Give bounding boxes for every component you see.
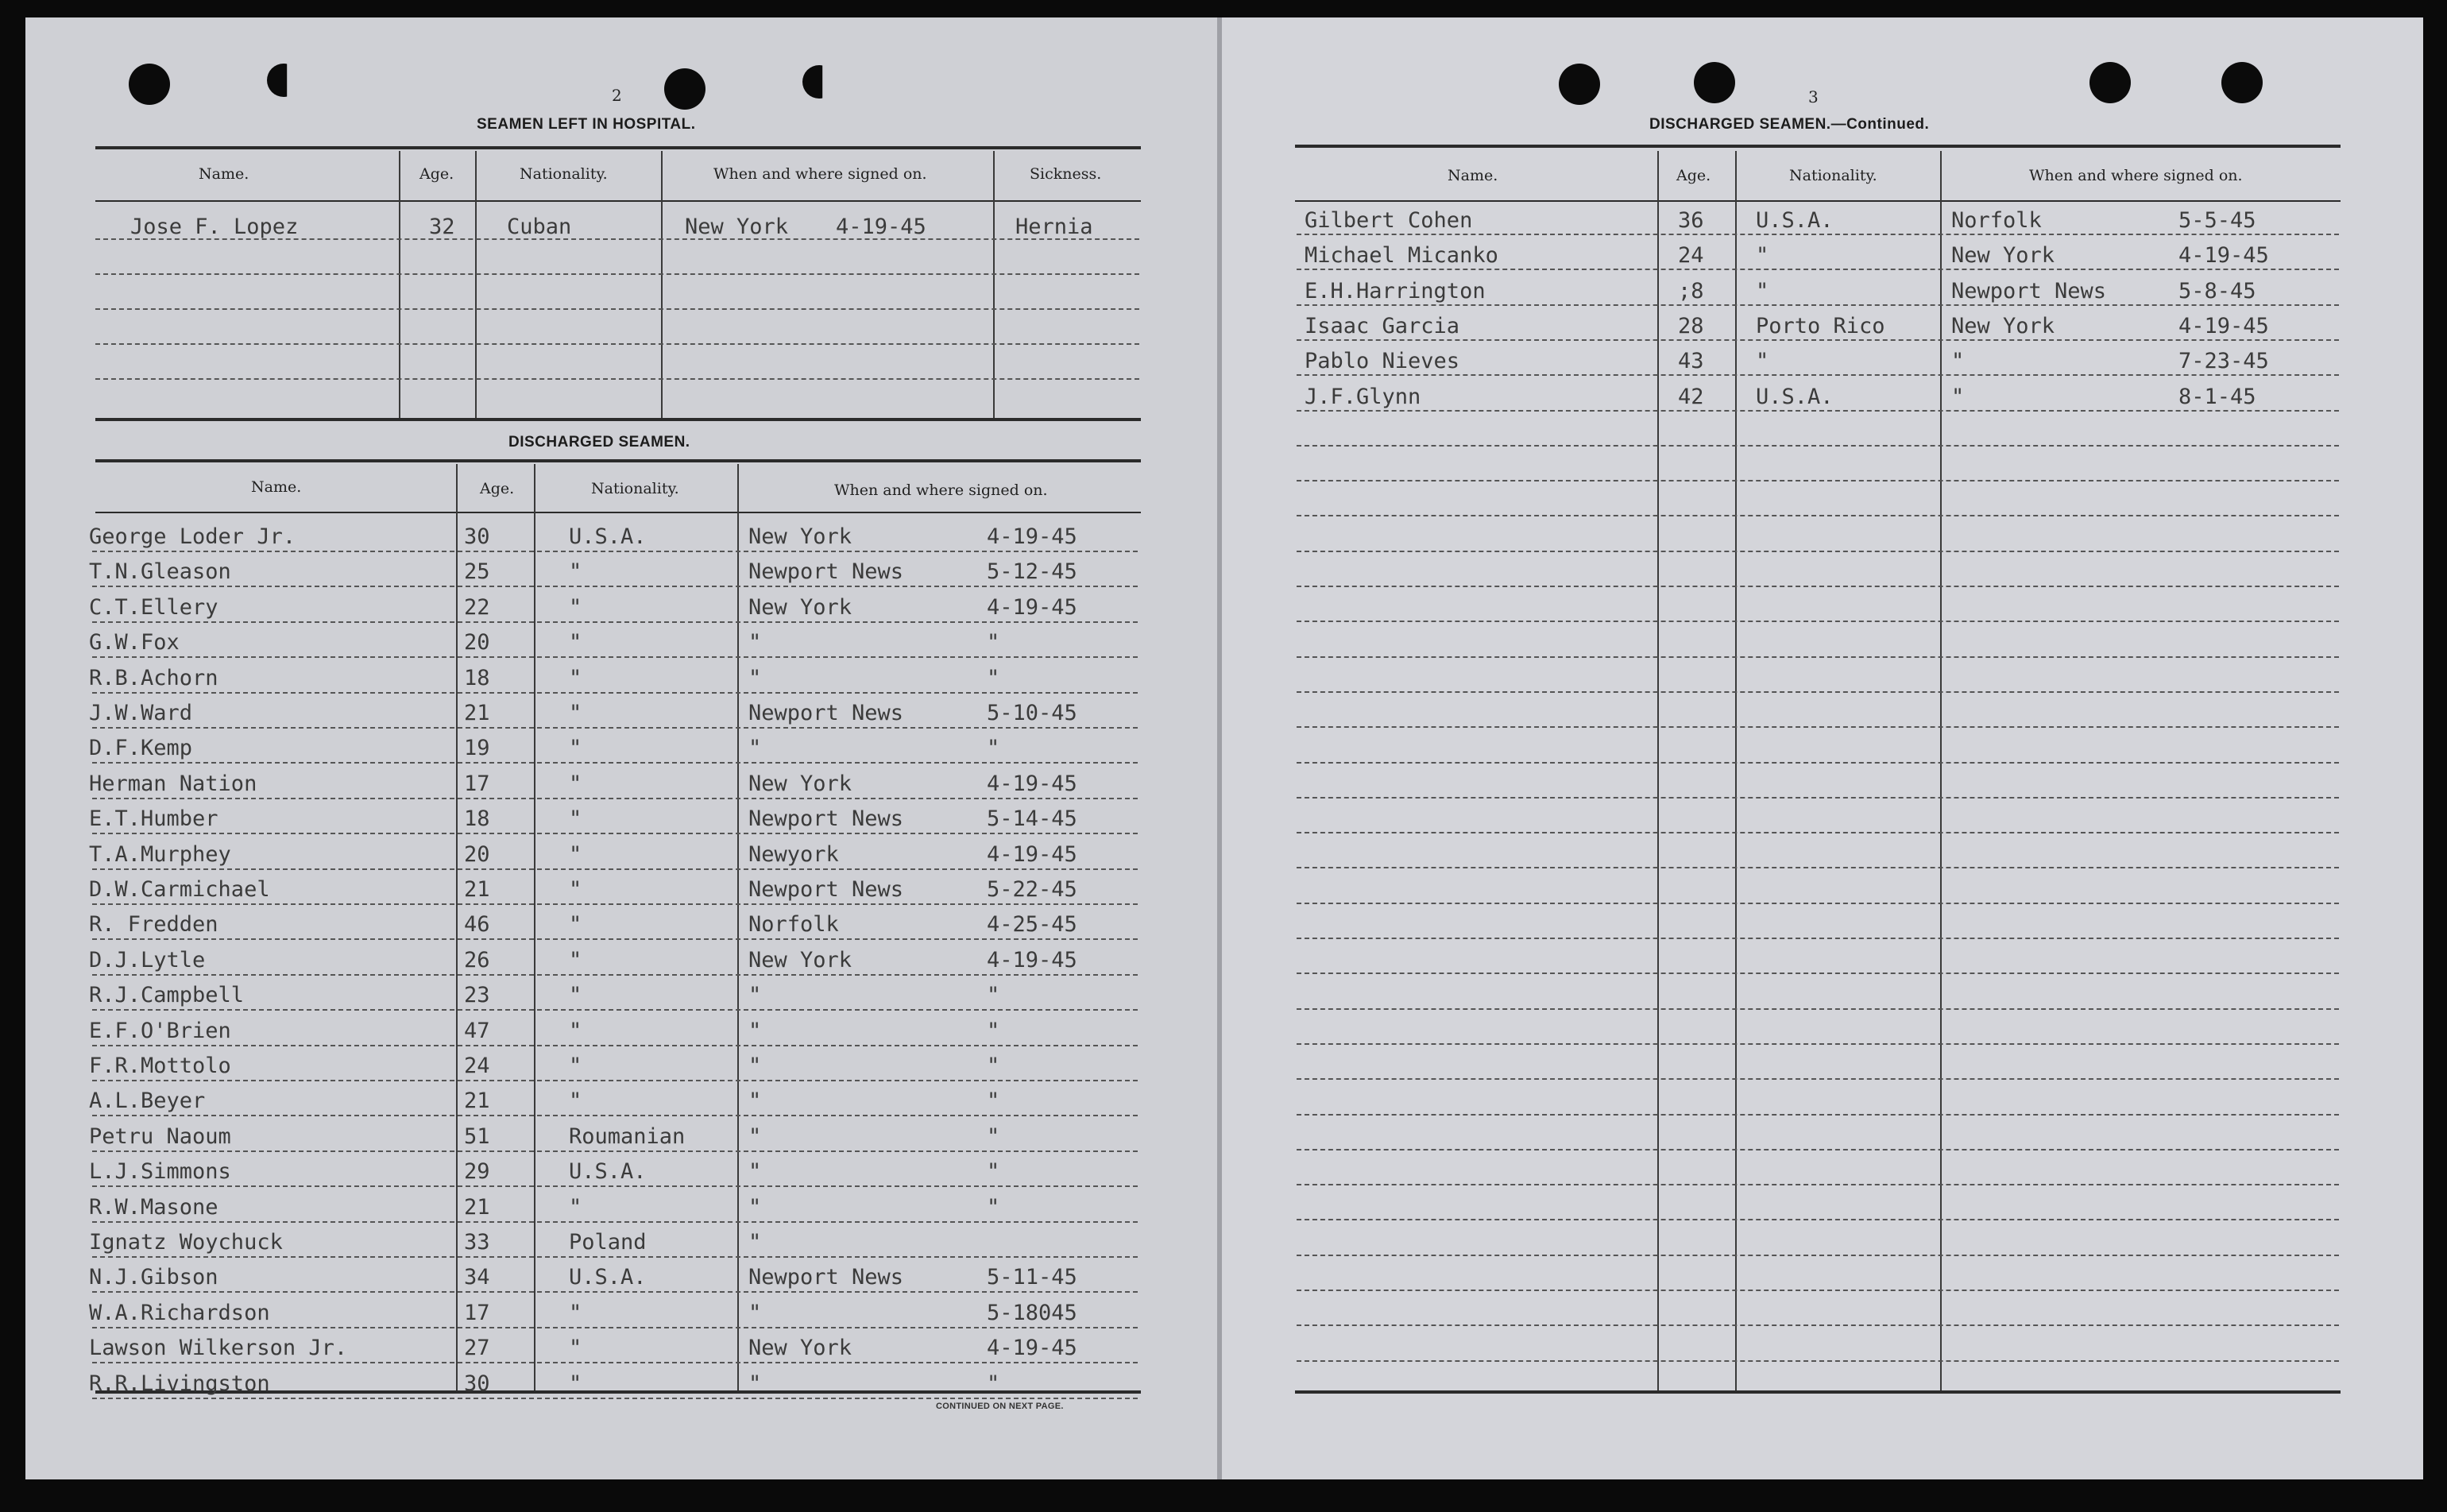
discharged-header-nationality: Nationality. [591, 480, 679, 497]
discharged-cell-name: Lawson Wilkerson Jr. [89, 1336, 348, 1360]
continued-row-line [1297, 832, 2339, 833]
discharged-cell-date: 5-22-45 [987, 877, 1077, 902]
right-header-name: Name. [1448, 167, 1498, 184]
hospital-table-bottom-rule [95, 418, 1141, 421]
hospital-cell-age: 32 [429, 215, 455, 239]
discharged-cell-date: 4-19-45 [987, 842, 1077, 867]
discharged-cell-age: 27 [464, 1336, 490, 1360]
discharged-cell-nationality: " [569, 1089, 582, 1113]
discharged-cell-age: 21 [464, 877, 490, 902]
discharged-row-line [92, 762, 1138, 764]
discharged-cell-nationality: " [569, 736, 582, 760]
discharged-cell-name: L.J.Simmons [89, 1159, 231, 1184]
discharged-cell-age: 18 [464, 806, 490, 831]
continued-cell-date: 5-8-45 [2178, 279, 2256, 304]
discharged-cell-nationality: " [569, 666, 582, 690]
discharged-cell-place: " [748, 1054, 762, 1078]
discharged-cell-nationality: U.S.A. [569, 1159, 647, 1184]
discharged-cell-nationality: Roumanian [569, 1124, 686, 1149]
discharged-cell-place: " [748, 1195, 762, 1220]
discharged-cell-place: Newport News [748, 701, 904, 725]
discharged-cell-date: 5-11-45 [987, 1265, 1077, 1290]
punch-hole [664, 68, 705, 110]
hospital-header-age: Age. [419, 165, 454, 183]
discharged-cell-age: 33 [464, 1230, 490, 1255]
right-header-signed-on: When and where signed on. [2029, 167, 2243, 184]
discharged-cell-place: " [748, 983, 762, 1007]
discharged-cell-date: " [987, 1019, 1000, 1043]
continued-row-line [1297, 797, 2339, 799]
discharged-row-line [92, 1398, 1138, 1399]
discharged-cell-place: " [748, 1089, 762, 1113]
discharged-row-line [92, 1327, 1138, 1328]
discharged-cell-nationality: " [569, 842, 582, 867]
continued-row-line [1297, 1324, 2339, 1326]
continued-row-line [1297, 234, 2339, 235]
right-col-divider [1657, 151, 1659, 1390]
discharged-cell-date: " [987, 630, 1000, 655]
discharged-row-line [92, 727, 1138, 729]
discharged-cell-age: 20 [464, 630, 490, 655]
discharged-cell-nationality: " [569, 1301, 582, 1325]
discharged-cell-date: 5-14-45 [987, 806, 1077, 831]
continued-cell-name: Pablo Nieves [1305, 349, 1460, 373]
hospital-cell-sickness: Hernia [1015, 215, 1093, 239]
continued-cell-date: 4-19-45 [2178, 243, 2269, 268]
discharged-cell-name: G.W.Fox [89, 630, 180, 655]
punch-hole [2089, 62, 2131, 103]
hospital-header-name: Name. [199, 165, 249, 183]
continued-cell-age: 24 [1678, 243, 1704, 268]
discharged-cell-nationality: " [569, 983, 582, 1007]
discharged-cell-place: New York [748, 595, 852, 620]
continued-cell-age: 43 [1678, 349, 1704, 373]
continued-row-line [1297, 1184, 2339, 1185]
discharged-cell-date: " [987, 666, 1000, 690]
continued-row-line [1297, 1043, 2339, 1045]
discharged-cell-age: 30 [464, 524, 490, 549]
continued-row-line [1297, 586, 2339, 587]
continued-cell-place: New York [1951, 314, 2055, 338]
discharged-cell-place: Newport News [748, 559, 904, 584]
continued-row-line [1297, 339, 2339, 341]
continued-cell-place: Norfolk [1951, 208, 2042, 233]
continued-row-line [1297, 1255, 2339, 1256]
continued-row-line [1297, 1149, 2339, 1150]
discharged-cell-name: T.A.Murphey [89, 842, 231, 867]
discharged-cell-name: J.W.Ward [89, 701, 193, 725]
continued-cell-age: 42 [1678, 385, 1704, 409]
right-table-top-rule [1295, 145, 2341, 148]
discharged-cell-name: D.W.Carmichael [89, 877, 270, 902]
discharged-cell-date: " [987, 1159, 1000, 1184]
discharged-row-line [92, 1362, 1138, 1363]
discharged-cell-nationality: U.S.A. [569, 524, 647, 549]
discharged-cell-date: " [987, 736, 1000, 760]
discharged-cell-name: Petru Naoum [89, 1124, 231, 1149]
discharged-cell-date: " [987, 1089, 1000, 1113]
discharged-cell-name: E.F.O'Brien [89, 1019, 231, 1043]
discharged-cell-age: 17 [464, 771, 490, 796]
discharged-cell-name: A.L.Beyer [89, 1089, 206, 1113]
discharged-cell-name: Ignatz Woychuck [89, 1230, 283, 1255]
discharged-cell-nationality: " [569, 1019, 582, 1043]
discharged-cell-nationality: " [569, 877, 582, 902]
discharged-header-rule [95, 512, 1141, 513]
hospital-table-top-rule [95, 146, 1141, 149]
hospital-section-title: SEAMEN LEFT IN HOSPITAL. [477, 116, 696, 133]
discharged-cell-name: R.W.Masone [89, 1195, 218, 1220]
right-col-divider [1940, 151, 1942, 1390]
discharged-cell-name: E.T.Humber [89, 806, 218, 831]
hospital-cell-nationality: Cuban [507, 215, 572, 239]
page-number: 2 [612, 86, 622, 105]
right-page [1222, 17, 2423, 1479]
continued-cell-age: 28 [1678, 314, 1704, 338]
discharged-cell-date: 4-19-45 [987, 524, 1077, 549]
discharged-cell-age: 21 [464, 1089, 490, 1113]
discharged-header-signed-on: When and where signed on. [834, 481, 1048, 499]
discharged-cell-date: 4-19-45 [987, 595, 1077, 620]
discharged-row-line [92, 1291, 1138, 1293]
discharged-cell-nationality: " [569, 912, 582, 937]
continued-row-line [1297, 762, 2339, 764]
hospital-header-signed-on: When and where signed on. [713, 165, 927, 183]
discharged-cell-nationality: " [569, 630, 582, 655]
page-number: 3 [1808, 87, 1819, 106]
discharged-cell-age: 46 [464, 912, 490, 937]
hospital-cell-date: 4-19-45 [836, 215, 926, 239]
punch-hole-crescent [802, 65, 844, 106]
discharged-cell-place: Norfolk [748, 912, 839, 937]
discharged-cell-nationality: " [569, 1371, 582, 1396]
discharged-section-title: DISCHARGED SEAMEN. [508, 434, 690, 451]
punch-hole [2221, 62, 2263, 103]
discharged-cell-place: " [748, 736, 762, 760]
discharged-cell-age: 30 [464, 1371, 490, 1396]
discharged-row-line [92, 586, 1138, 587]
discharged-cell-name: R.B.Achorn [89, 666, 218, 690]
hospital-row-line [95, 273, 1139, 275]
continued-cell-name: J.F.Glynn [1305, 385, 1421, 409]
continued-row-line [1297, 515, 2339, 516]
discharged-cell-age: 21 [464, 1195, 490, 1220]
discharged-cell-place: Newyork [748, 842, 839, 867]
right-header-rule [1295, 200, 2341, 202]
continued-cell-nationality: Porto Rico [1756, 314, 1885, 338]
punch-hole [1559, 64, 1600, 105]
continued-row-line [1297, 938, 2339, 939]
continued-cell-name: Michael Micanko [1305, 243, 1498, 268]
discharged-cell-date: 4-19-45 [987, 1336, 1077, 1360]
discharged-table-top-rule [95, 459, 1141, 462]
continued-cell-place: New York [1951, 243, 2055, 268]
discharged-cell-place: New York [748, 524, 852, 549]
discharged-cell-date: 5-12-45 [987, 559, 1077, 584]
discharged-cell-nationality: Poland [569, 1230, 647, 1255]
discharged-cell-nationality: " [569, 701, 582, 725]
discharged-cell-date: 4-19-45 [987, 771, 1077, 796]
discharged-row-line [92, 798, 1138, 799]
continued-row-line [1297, 1290, 2339, 1291]
discharged-cell-name: N.J.Gibson [89, 1265, 218, 1290]
hospital-row-line [95, 343, 1139, 345]
continued-row-line [1297, 691, 2339, 693]
continued-note: CONTINUED ON NEXT PAGE. [936, 1402, 1064, 1411]
continued-cell-date: 5-5-45 [2178, 208, 2256, 233]
discharged-cell-date: " [987, 1124, 1000, 1149]
discharged-cell-name: C.T.Ellery [89, 595, 218, 620]
discharged-cell-age: 25 [464, 559, 490, 584]
discharged-cell-place: " [748, 1124, 762, 1149]
discharged-cell-place: " [748, 1301, 762, 1325]
continued-row-line [1297, 269, 2339, 270]
discharged-cell-place: " [748, 1371, 762, 1396]
right-table-bottom-rule [1295, 1390, 2341, 1394]
continued-cell-date: 8-1-45 [2178, 385, 2256, 409]
discharged-cell-place: New York [748, 948, 852, 973]
continued-row-line [1297, 410, 2339, 412]
discharged-col-divider [534, 464, 535, 1390]
continued-cell-nationality: U.S.A. [1756, 208, 1834, 233]
discharged-cell-age: 22 [464, 595, 490, 620]
hospital-row-line [95, 308, 1139, 310]
continued-cell-date: 4-19-45 [2178, 314, 2269, 338]
discharged-cell-name: R.R.Livingston [89, 1371, 270, 1396]
discharged-cell-nationality: " [569, 948, 582, 973]
discharged-cell-place: Newport News [748, 877, 904, 902]
discharged-cell-place: New York [748, 771, 852, 796]
discharged-header-age: Age. [480, 480, 515, 497]
discharged-row-line [92, 621, 1138, 623]
continued-row-line [1297, 374, 2339, 376]
continued-row-line [1297, 551, 2339, 552]
continued-cell-nationality: " [1756, 279, 1769, 304]
continued-row-line [1297, 304, 2339, 306]
discharged-row-line [92, 1185, 1138, 1187]
discharged-cell-name: F.R.Mottolo [89, 1054, 231, 1078]
right-header-nationality: Nationality. [1789, 167, 1877, 184]
discharged-header-name: Name. [251, 478, 302, 496]
punch-hole [129, 64, 170, 105]
discharged-cell-place: Newport News [748, 806, 904, 831]
discharged-cell-date: " [987, 983, 1000, 1007]
continued-cell-date: 7-23-45 [2178, 349, 2269, 373]
continued-cell-name: E.H.Harrington [1305, 279, 1486, 304]
discharged-cell-name: Herman Nation [89, 771, 257, 796]
discharged-row-line [92, 868, 1138, 870]
discharged-cell-age: 23 [464, 983, 490, 1007]
discharged-cell-age: 29 [464, 1159, 490, 1184]
continued-cell-place: " [1951, 385, 1965, 409]
discharged-cell-name: D.J.Lytle [89, 948, 206, 973]
continued-cell-age: 36 [1678, 208, 1704, 233]
continued-row-line [1297, 621, 2339, 622]
discharged-row-line [92, 1009, 1138, 1011]
discharged-cell-age: 18 [464, 666, 490, 690]
continued-row-line [1297, 903, 2339, 904]
discharged-cell-nationality: " [569, 1054, 582, 1078]
discharged-row-line [92, 1150, 1138, 1152]
discharged-col-divider [737, 464, 739, 1390]
discharged-cell-age: 51 [464, 1124, 490, 1149]
discharged-cell-date: 5-10-45 [987, 701, 1077, 725]
continued-row-line [1297, 1008, 2339, 1010]
continued-cell-name: Isaac Garcia [1305, 314, 1460, 338]
discharged-row-line [92, 903, 1138, 905]
continued-row-line [1297, 1360, 2339, 1362]
right-col-divider [1735, 151, 1737, 1390]
discharged-cell-name: R. Fredden [89, 912, 218, 937]
discharged-cell-nationality: " [569, 595, 582, 620]
discharged-cell-date: " [987, 1195, 1000, 1220]
discharged-col-divider [456, 464, 458, 1390]
discharged-row-line [92, 692, 1138, 694]
continued-row-line [1297, 973, 2339, 974]
discharged-cell-nationality: " [569, 1336, 582, 1360]
discharged-cell-place: " [748, 1159, 762, 1184]
continued-cell-nationality: U.S.A. [1756, 385, 1834, 409]
discharged-cell-date: " [987, 1054, 1000, 1078]
discharged-row-line [92, 1045, 1138, 1046]
discharged-cell-place: " [748, 1230, 762, 1255]
discharged-cell-age: 34 [464, 1265, 490, 1290]
discharged-cell-age: 17 [464, 1301, 490, 1325]
discharged-cell-name: D.F.Kemp [89, 736, 193, 760]
right-header-age: Age. [1676, 167, 1711, 184]
discharged-row-line [92, 1115, 1138, 1116]
continued-row-line [1297, 480, 2339, 481]
discharged-row-line [92, 551, 1138, 552]
continued-cell-name: Gilbert Cohen [1305, 208, 1473, 233]
discharged-row-line [92, 1256, 1138, 1258]
discharged-cell-age: 19 [464, 736, 490, 760]
discharged-cell-place: " [748, 666, 762, 690]
discharged-cell-age: 20 [464, 842, 490, 867]
discharged-row-line [92, 1221, 1138, 1223]
continued-section-title: DISCHARGED SEAMEN.—Continued. [1649, 116, 1930, 133]
discharged-row-line [92, 938, 1138, 940]
continued-cell-place: " [1951, 349, 1965, 373]
continued-cell-place: Newport News [1951, 279, 2107, 304]
discharged-cell-age: 26 [464, 948, 490, 973]
continued-cell-nationality: " [1756, 349, 1769, 373]
discharged-cell-place: Newport News [748, 1265, 904, 1290]
discharged-cell-name: W.A.Richardson [89, 1301, 270, 1325]
discharged-cell-nationality: " [569, 771, 582, 796]
continued-row-line [1297, 867, 2339, 868]
hospital-cell-place: New York [685, 215, 789, 239]
discharged-cell-name: T.N.Gleason [89, 559, 231, 584]
discharged-row-line [92, 974, 1138, 976]
discharged-cell-place: " [748, 630, 762, 655]
hospital-cell-name: Jose F. Lopez [130, 215, 299, 239]
hospital-header-sickness: Sickness. [1030, 165, 1102, 183]
punch-hole [1694, 62, 1735, 103]
continued-row-line [1297, 1114, 2339, 1116]
continued-row-line [1297, 1219, 2339, 1220]
continued-row-line [1297, 656, 2339, 658]
discharged-row-line [92, 833, 1138, 834]
continued-row-line [1297, 1078, 2339, 1080]
hospital-row-line [95, 378, 1139, 380]
discharged-cell-place: New York [748, 1336, 852, 1360]
discharged-cell-nationality: U.S.A. [569, 1265, 647, 1290]
discharged-cell-age: 24 [464, 1054, 490, 1078]
continued-row-line [1297, 726, 2339, 728]
continued-cell-nationality: " [1756, 243, 1769, 268]
discharged-cell-name: George Loder Jr. [89, 524, 296, 549]
discharged-cell-age: 21 [464, 701, 490, 725]
hospital-header-nationality: Nationality. [520, 165, 608, 183]
discharged-cell-nationality: " [569, 1195, 582, 1220]
discharged-cell-nationality: " [569, 559, 582, 584]
discharged-cell-name: R.J.Campbell [89, 983, 245, 1007]
discharged-cell-date: " [987, 1371, 1000, 1396]
discharged-row-line [92, 656, 1138, 658]
continued-row-line [1297, 445, 2339, 447]
continued-cell-age: ;8 [1678, 279, 1704, 304]
punch-hole-crescent [267, 64, 308, 105]
discharged-cell-age: 47 [464, 1019, 490, 1043]
discharged-cell-place: " [748, 1019, 762, 1043]
hospital-header-rule [95, 200, 1141, 202]
discharged-cell-nationality: " [569, 806, 582, 831]
discharged-cell-date: 4-19-45 [987, 948, 1077, 973]
discharged-cell-date: 5-18045 [987, 1301, 1077, 1325]
discharged-row-line [92, 1080, 1138, 1081]
discharged-cell-date: 4-25-45 [987, 912, 1077, 937]
